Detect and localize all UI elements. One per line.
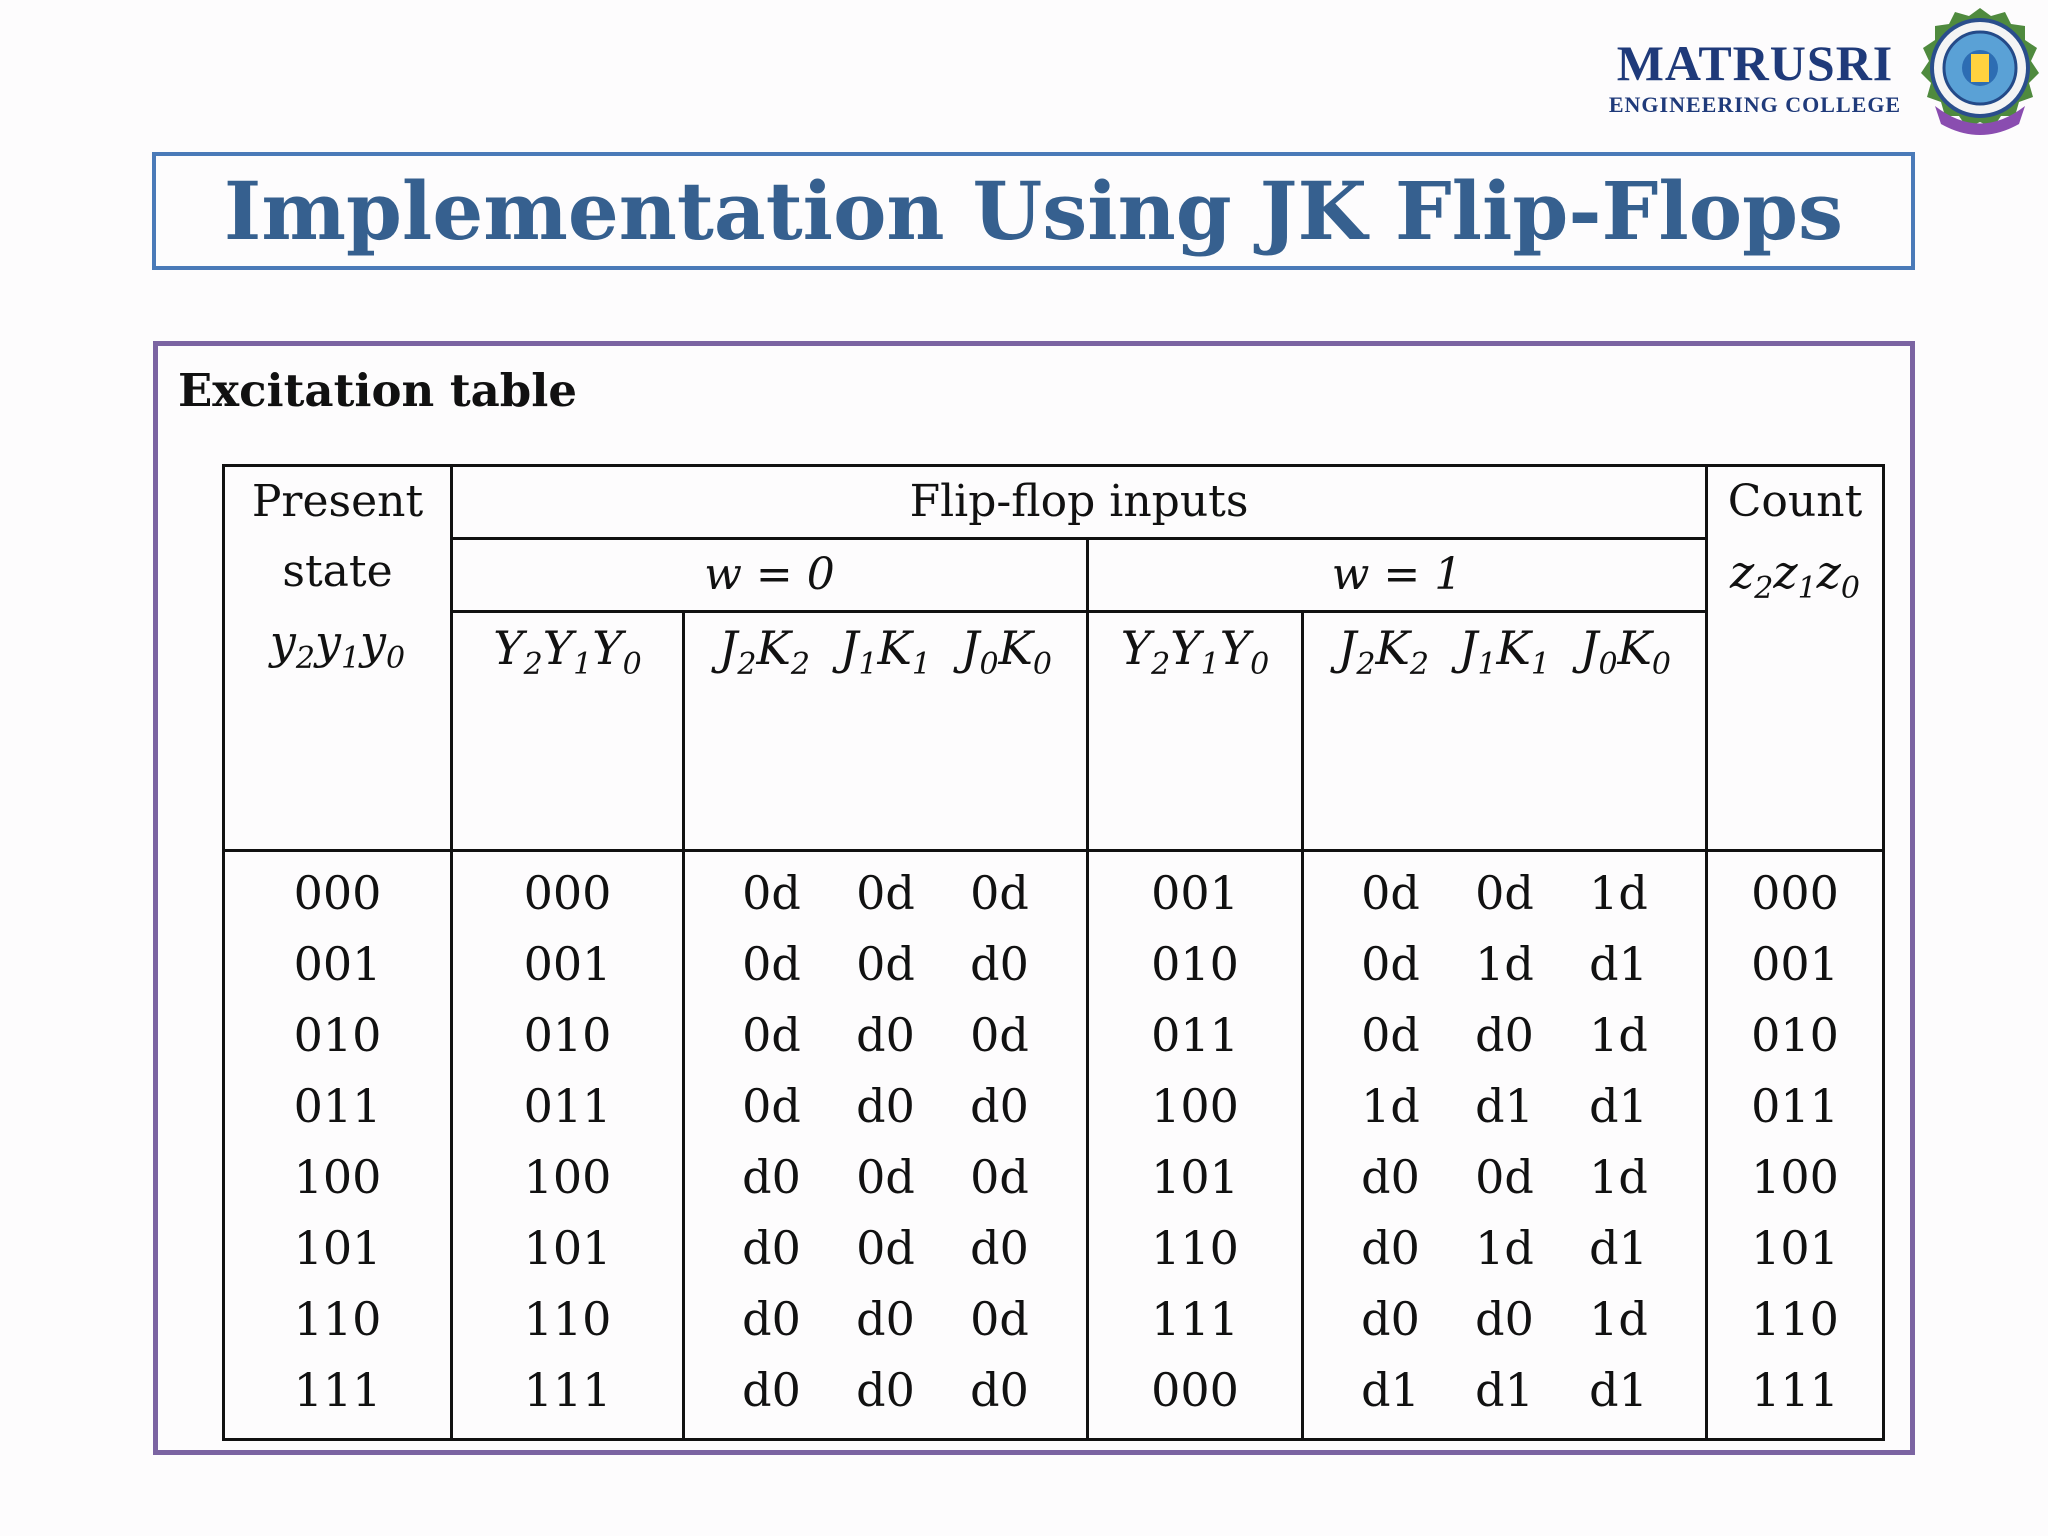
table-cell: d1: [1475, 1079, 1534, 1133]
table-cell: 0d: [856, 1221, 915, 1275]
table-cell: 111: [293, 1363, 382, 1417]
table-row: [1304, 1071, 1705, 1142]
table-cell: 0d: [856, 937, 915, 991]
table-cell: 1d: [1589, 1008, 1648, 1062]
table-cell: 0d: [1475, 1150, 1534, 1204]
table-row: [685, 1000, 1086, 1071]
table-row: [1304, 1355, 1705, 1426]
table-cell: d1: [1589, 1221, 1648, 1275]
table-row: [685, 1071, 1086, 1142]
college-seal-icon: [1915, 6, 2045, 146]
table-cell: 000: [1751, 866, 1839, 920]
table-cell: 1d: [1475, 1221, 1534, 1275]
table-row: [685, 858, 1086, 929]
table-cell: d0: [742, 1292, 801, 1346]
header-row-1: [224, 466, 1884, 539]
table-cell: 010: [293, 1008, 382, 1062]
table-cell: 0d: [742, 866, 801, 920]
table-body-row: [224, 851, 1884, 1440]
table-cell: d0: [970, 1363, 1029, 1417]
table-cell: d0: [856, 1008, 915, 1062]
table-cell: 0d: [856, 1150, 915, 1204]
table-cell: d0: [1361, 1150, 1420, 1204]
w0-inputs-column: [684, 851, 1088, 1440]
table-cell: 101: [1751, 1221, 1839, 1275]
excitation-table: [222, 464, 1885, 1441]
table-cell: 0d: [1361, 866, 1420, 920]
w1-next-state-header: $Y_2Y_1Y_0$: [1088, 612, 1303, 851]
table-cell: d0: [856, 1292, 915, 1346]
table-row: [685, 1355, 1086, 1426]
table-cell: 101: [1151, 1150, 1239, 1204]
table-cell: 111: [523, 1363, 612, 1417]
present-state-header: [224, 466, 452, 851]
table-cell: 0d: [856, 866, 915, 920]
table-cell: 0d: [1361, 937, 1420, 991]
header-row-3: [224, 612, 1884, 851]
w0-jk-header: $J_2K_2$ $J_1K_1$ $J_0K_0$: [684, 612, 1088, 851]
table-cell: d1: [1361, 1363, 1420, 1417]
table-cell: 011: [1751, 1079, 1839, 1133]
title-box: [152, 152, 1915, 270]
table-cell: d0: [970, 1079, 1029, 1133]
content-box: [153, 341, 1915, 1455]
table-row: [1304, 1142, 1705, 1213]
table-cell: 101: [523, 1221, 612, 1275]
table-cell: d0: [1475, 1292, 1534, 1346]
count-column: [1707, 851, 1884, 1440]
count-header: [1707, 466, 1884, 851]
table-cell: d0: [856, 1079, 915, 1133]
w0-next-state-column: [452, 851, 684, 1440]
table-row: [685, 929, 1086, 1000]
logo-subtitle: ENGINEERING COLLEGE: [1608, 92, 1902, 117]
table-cell: d0: [742, 1150, 801, 1204]
table-cell: 000: [1151, 1363, 1239, 1417]
table-cell: 111: [1151, 1292, 1239, 1346]
table-cell: d1: [1589, 937, 1648, 991]
count-vars: $z_2z_1z_0$: [1729, 545, 1861, 606]
table-row: [1304, 1213, 1705, 1284]
table-cell: d1: [1475, 1363, 1534, 1417]
present-state-vars: $y_2y_1y_0$: [269, 615, 406, 676]
table-cell: 010: [1751, 1008, 1839, 1062]
w0-header: w = 0: [452, 539, 1088, 612]
table-cell: d1: [1589, 1363, 1648, 1417]
w1-next-state-column: [1088, 851, 1303, 1440]
count-label: Count: [1727, 476, 1863, 527]
table-cell: d0: [1361, 1221, 1420, 1275]
table-cell: 101: [293, 1221, 382, 1275]
table-row: [1304, 858, 1705, 929]
table-cell: 110: [1751, 1292, 1839, 1346]
table-cell: 010: [523, 1008, 612, 1062]
table-cell: 011: [523, 1079, 612, 1133]
table-cell: 1d: [1589, 866, 1648, 920]
table-cell: 100: [293, 1150, 382, 1204]
table-cell: 100: [1751, 1150, 1839, 1204]
table-cell: 001: [523, 937, 612, 991]
table-row: [685, 1142, 1086, 1213]
table-cell: 1d: [1589, 1150, 1648, 1204]
table-row: [685, 1213, 1086, 1284]
table-cell: 0d: [970, 1150, 1029, 1204]
header-row-2: [224, 539, 1884, 612]
table-cell: 000: [523, 866, 612, 920]
table-cell: 110: [293, 1292, 382, 1346]
table-cell: 0d: [1475, 866, 1534, 920]
table-cell: d0: [856, 1363, 915, 1417]
w1-header: w = 1: [1088, 539, 1707, 612]
table-cell: 110: [523, 1292, 612, 1346]
table-cell: d0: [970, 937, 1029, 991]
table-cell: d0: [1475, 1008, 1534, 1062]
w0-next-state-header: $Y_2Y_1Y_0$: [452, 612, 684, 851]
table-cell: d0: [970, 1221, 1029, 1275]
table-cell: 0d: [970, 1008, 1029, 1062]
w1-jk-header: $J_2K_2$ $J_1K_1$ $J_0K_0$: [1303, 612, 1707, 851]
table-cell: 1d: [1475, 937, 1534, 991]
logo-name: MATRUSRI: [1616, 35, 1894, 91]
table-cell: 1d: [1589, 1292, 1648, 1346]
table-cell: 111: [1751, 1363, 1839, 1417]
table-cell: 011: [293, 1079, 382, 1133]
logo-text: [1595, 34, 1915, 118]
table-cell: 100: [1151, 1079, 1239, 1133]
table-cell: d0: [742, 1221, 801, 1275]
slide-title: Implementation Using JK Flip-Flops: [223, 164, 1844, 258]
table-cell: 001: [293, 937, 382, 991]
table-cell: 0d: [742, 937, 801, 991]
table-cell: 110: [1151, 1221, 1239, 1275]
table-cell: 0d: [970, 1292, 1029, 1346]
section-title: Excitation table: [178, 364, 577, 417]
flipflop-inputs-header: Flip-flop inputs: [452, 466, 1707, 539]
table-cell: 100: [523, 1150, 612, 1204]
present-state-column: [224, 851, 452, 1440]
table-cell: 0d: [970, 866, 1029, 920]
table-cell: 1d: [1361, 1079, 1420, 1133]
present-state-label-2: state: [282, 546, 393, 597]
table-row: [1304, 1000, 1705, 1071]
table-cell: d0: [742, 1363, 801, 1417]
table-row: [1304, 1284, 1705, 1355]
table-row: [685, 1284, 1086, 1355]
present-state-label-1: Present: [251, 476, 424, 527]
table-cell: 000: [293, 866, 382, 920]
college-logo: [1595, 6, 2045, 146]
table-cell: d0: [1361, 1292, 1420, 1346]
table-cell: 001: [1751, 937, 1839, 991]
table-cell: 0d: [742, 1079, 801, 1133]
table-cell: 001: [1151, 866, 1239, 920]
table-cell: 0d: [742, 1008, 801, 1062]
table-cell: d1: [1589, 1079, 1648, 1133]
table-cell: 0d: [1361, 1008, 1420, 1062]
table-row: [1304, 929, 1705, 1000]
table-cell: 011: [1151, 1008, 1239, 1062]
table-cell: 010: [1151, 937, 1239, 991]
w1-inputs-column: [1303, 851, 1707, 1440]
